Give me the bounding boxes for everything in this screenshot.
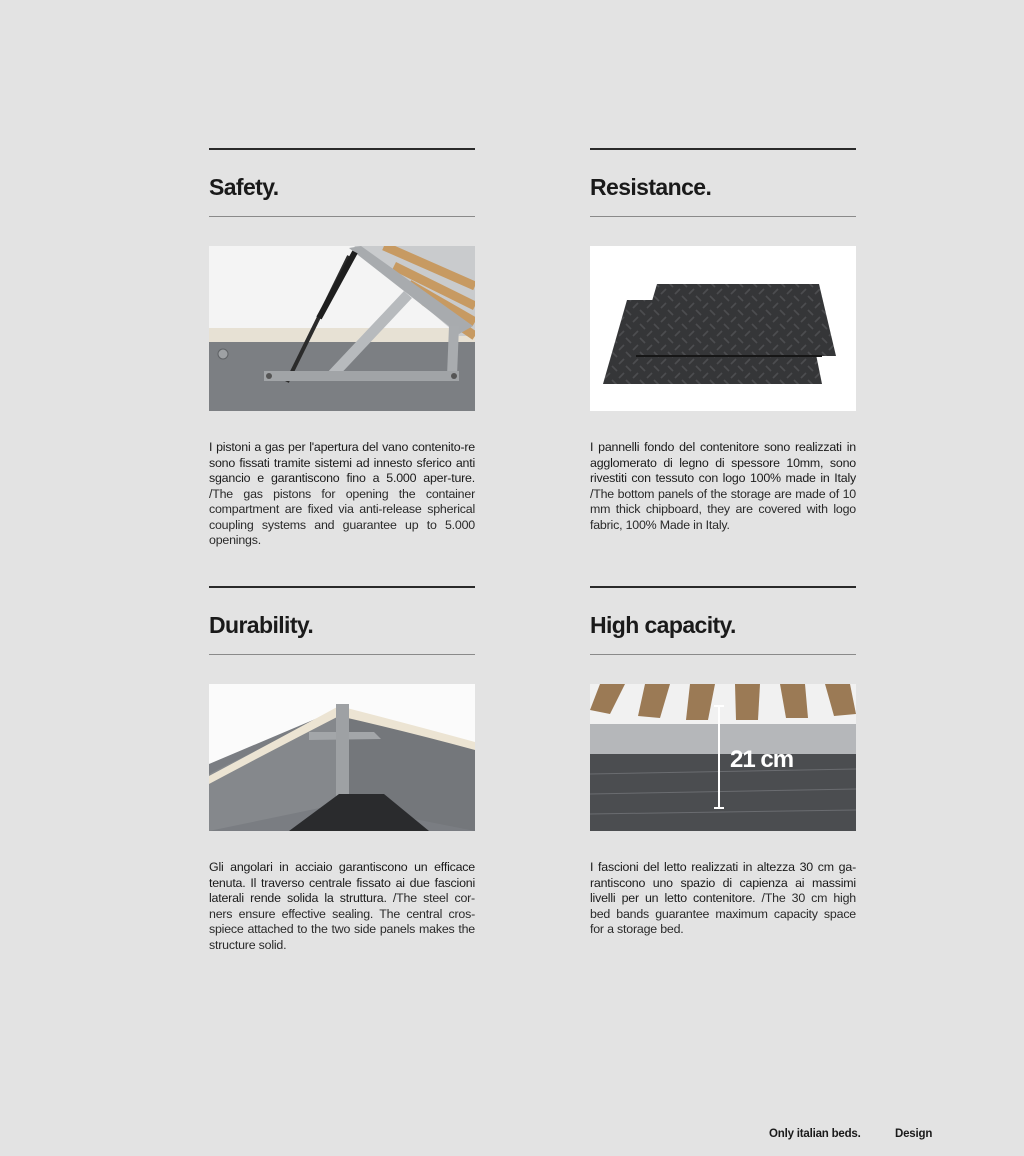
section-title: Resistance. — [590, 174, 712, 200]
divider-top — [590, 586, 856, 588]
divider-sub — [209, 216, 475, 217]
section-safety — [209, 148, 475, 549]
divider-sub — [590, 654, 856, 655]
english-text: /The 30 cm high bed bands guarantee maximum capacity space for a storage bed. — [590, 891, 856, 936]
english-text: /The bottom panels of the storage are made of 10 mm thick chipboard, they are covered with logo fabric, 100% Made in Italy. — [590, 486, 856, 532]
divider-top — [209, 148, 475, 150]
section-resistance — [590, 148, 856, 533]
section-description — [209, 440, 475, 549]
section-durability — [209, 586, 475, 953]
footer-tagline: Only italian beds. — [769, 1128, 861, 1140]
storage-space-photo — [590, 684, 856, 831]
italian-text: I pistoni a gas per l'apertura del vano contenito-re sono fissati tramite sistemi ad innesto sferico anti sgancio e garantiscono fino a 5.000 aper-ture. — [209, 440, 475, 485]
bottom-panels-photo — [590, 246, 856, 411]
section-title: Durability. — [209, 612, 314, 638]
steel-corner-photo — [209, 684, 475, 831]
italian-text: I pannelli fondo del contenitore sono realizzati in agglomerato di legno di spessore 10mm, sono rivestiti con tessuto con logo 100% made in Italy — [590, 440, 856, 485]
height-label: 21 cm — [730, 746, 794, 773]
divider-top — [590, 148, 856, 150]
divider-top — [209, 586, 475, 588]
section-title: Safety. — [209, 174, 279, 200]
english-text: /The steel cor-ners ensure effective sealing. The central cros-spiece attached to the two side panels makes the structure solid. — [209, 891, 475, 952]
italian-text: Gli angolari in acciaio garantiscono un efficace tenuta. Il traverso centrale fissato ai due fascioni laterali rende solida la struttura. — [209, 860, 475, 905]
section-high-capacity — [590, 586, 856, 938]
divider-sub — [209, 654, 475, 655]
section-description — [209, 860, 475, 953]
section-title: High capacity. — [590, 612, 736, 638]
section-description — [590, 860, 856, 938]
divider-sub — [590, 216, 856, 217]
gas-piston-photo — [209, 246, 475, 411]
italian-text: I fascioni del letto realizzati in altezza 30 cm ga-rantiscono uno spazio di capienza ai massimi livelli per un letto contenitore. — [590, 860, 856, 905]
footer-design: Design — [895, 1128, 933, 1140]
section-description — [590, 440, 856, 533]
english-text: /The gas pistons for opening the container compartment are fixed via anti-release spherical coupling systems and guarantee up to 5.000 openings. — [209, 486, 475, 547]
